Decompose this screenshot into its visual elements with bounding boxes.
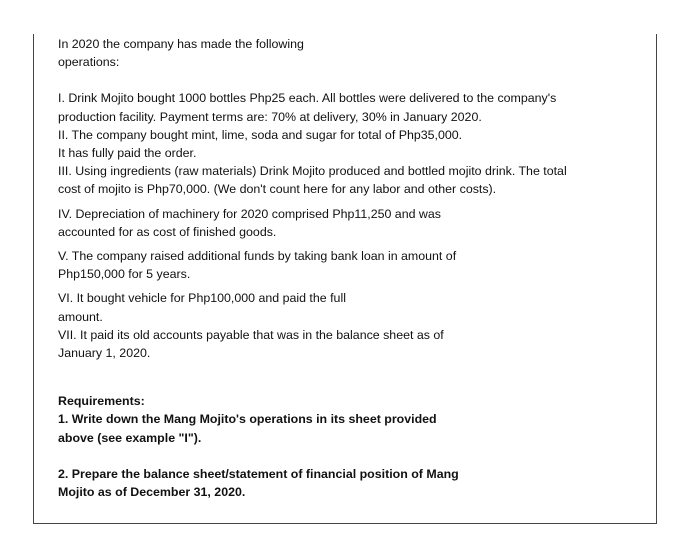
operation-3: [58, 162, 650, 198]
requirement-line: Mojito as of December 31, 2020.: [58, 485, 246, 500]
operation-line: January 1, 2020.: [58, 346, 151, 361]
operation-1: [58, 89, 650, 125]
operation-6: [58, 289, 650, 325]
requirement-line: 1. Write down the Mang Mojito's operations in its sheet provided: [58, 412, 437, 427]
operation-line: V. The company raised additional funds by taking bank loan in amount of: [58, 249, 457, 264]
operation-line: III. Using ingredients (raw materials) Drink Mojito produced and bottled mojito drink. The total: [58, 164, 567, 179]
intro-line: operations:: [58, 55, 120, 70]
document-body: [58, 35, 650, 501]
requirements-section: [58, 392, 650, 501]
requirements-heading: Requirements:: [58, 394, 145, 409]
operation-5: [58, 247, 650, 283]
operation-2: [58, 126, 650, 162]
intro-paragraph: [58, 35, 650, 71]
operation-line: II. The company bought mint, lime, soda and sugar for total of Php35,000.: [58, 127, 463, 142]
operation-line: VI. It bought vehicle for Php100,000 and paid the full: [58, 291, 346, 306]
operation-line: cost of mojito is Php70,000. (We don't count here for any labor and other costs).: [58, 182, 497, 197]
operation-4: [58, 205, 650, 241]
operation-line: amount.: [58, 309, 103, 324]
intro-line: In 2020 the company has made the following: [58, 37, 304, 51]
requirement-line: above (see example "I").: [58, 430, 202, 445]
operation-7: [58, 326, 650, 362]
operation-line: production facility. Payment terms are: 70% at delivery, 30% in January 2020.: [58, 109, 482, 124]
operation-line: IV. Depreciation of machinery for 2020 comprised Php11,250 and was: [58, 206, 441, 221]
operation-line: It has fully paid the order.: [58, 146, 197, 161]
requirement-line: 2. Prepare the balance sheet/statement of financial position of Mang: [58, 466, 459, 481]
operation-line: I. Drink Mojito bought 1000 bottles Php25 each. All bottles were delivered to the company's: [58, 91, 557, 106]
operation-line: accounted for as cost of finished goods.: [58, 224, 277, 239]
operation-line: Php150,000 for 5 years.: [58, 267, 191, 282]
operation-line: VII. It paid its old accounts payable that was in the balance sheet as of: [58, 327, 444, 342]
